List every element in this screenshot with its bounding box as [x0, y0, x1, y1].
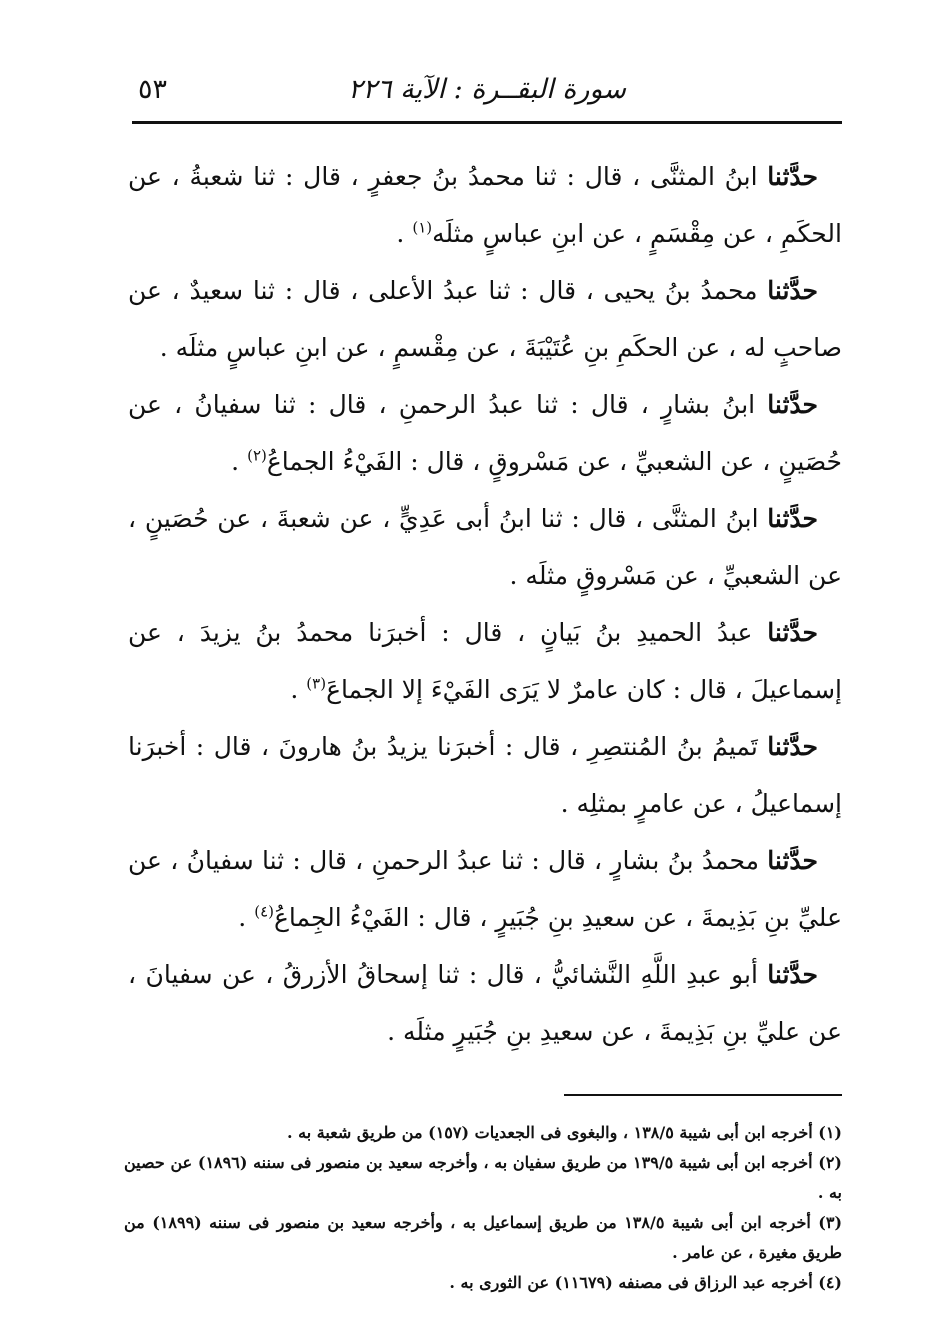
footnote-rule: [564, 1094, 842, 1096]
footnote-marker: (١): [412, 218, 433, 237]
paragraph-end: .: [290, 675, 307, 704]
paragraph-lead-word: حدَّثنا: [767, 504, 818, 533]
paragraph-end: .: [231, 447, 248, 476]
hadith-paragraph: [128, 148, 842, 262]
paragraph-text: عبدُ الحميدِ بنُ بَيانٍ ، قال : أخبرَنا محمدُ بنُ يزيدَ ، عن إسماعيلَ ، قال : كان عامرٌ لا يَرَى الفَيْءَ إلا الجماعَ: [128, 618, 842, 704]
main-text: [128, 148, 842, 1060]
paragraph-text: ابنُ بشارٍ ، قال : ثنا عبدُ الرحمنِ ، قال : ثنا سفيانُ ، عن حُصَينٍ ، عن الشعبيِّ ، عن مَسْروقٍ ، قال : الفَيْءُ الجماعُ: [128, 390, 842, 476]
paragraph-text: أبو عبدِ اللَّهِ النَّشائيُّ ، قال : ثنا إسحاقُ الأزرقُ ، عن سفيانَ ، عن عليِّ بنِ بَذِيمةَ ، عن سعيدِ بنِ جُبَيرٍ مثلَه: [128, 960, 842, 1046]
paragraph-lead-word: حدَّثنا: [767, 276, 818, 305]
hadith-paragraph: [128, 376, 842, 490]
footnote: (٣) أخرجه ابن أبى شيبة ١٣٨/٥ من طريق إسماعيل به ، وأخرجه سعيد بن منصور فى سننه (١٨٩٩) من طريق مغيرة ، عن عامر .: [124, 1213, 843, 1262]
paragraph-end: .: [387, 1017, 403, 1046]
footnote-marker: (٢): [247, 446, 267, 465]
hadith-paragraph: [128, 262, 842, 376]
running-title: سورة البقــرة : الآية ٢٢٦: [348, 74, 626, 105]
paragraph-text: محمدُ بنُ يحيى ، قال : ثنا عبدُ الأعلى ، قال : ثنا سعيدٌ ، عن صاحبٍ له ، عن الحكَمِ بنِ عُتَيْبَةَ ، عن مِقْسمٍ ، عن ابنِ عباسٍ مثلَه: [128, 276, 842, 362]
paragraph-lead-word: حدَّثنا: [767, 732, 818, 761]
paragraph-text: ابنُ المثنَّى ، قال : ثنا محمدُ بنُ جعفرٍ ، قال : ثنا شعبةُ ، عن الحكَمِ ، عن مِقْسَمٍ ، عن ابنِ عباسٍ مثلَه: [128, 162, 842, 248]
paragraph-text: ابنُ المثنَّى ، قال : ثنا ابنُ أبى عَدِيٍّ ، عن شعبةَ ، عن حُصَينٍ ، عن الشعبيِّ ، عن مَسْروقٍ مثلَه: [128, 504, 842, 590]
paragraph-lead-word: حدَّثنا: [767, 390, 818, 419]
footnote: (٤) أخرجه عبد الرزاق فى مصنفه (١١٦٧٩) عن الثورى به .: [449, 1273, 842, 1292]
footnote-marker: (٣): [306, 674, 327, 693]
paragraph-text: محمدُ بنُ بشارٍ ، قال : ثنا عبدُ الرحمنِ ، قال : ثنا سفيانُ ، عن عليِّ بنِ بَذِيمةَ ، عن سعيدِ بنِ جُبَيرٍ ، قال : الفَيْءُ الجِماعُ: [128, 846, 842, 932]
header-rule: [132, 121, 842, 124]
hadith-paragraph: [128, 946, 842, 1060]
running-header: [132, 70, 842, 110]
paragraph-end: .: [560, 789, 577, 818]
footnote-marker: (٤): [254, 902, 274, 921]
paragraph-end: .: [238, 903, 255, 932]
paragraph-lead-word: حدَّثنا: [767, 162, 818, 191]
footnote: (١) أخرجه ابن أبى شيبة ١٣٨/٥ ، والبغوى فى الجعديات (١٥٧) من طريق شعبة به .: [287, 1123, 842, 1142]
paragraph-end: .: [509, 561, 526, 590]
paragraph-text: تَميمُ بنُ المُنتصِرِ ، قال : أخبرَنا يزيدُ بنُ هارونَ ، قال : أخبرَنا إسماعيلُ ، عن عامرٍ بمثلِه: [128, 732, 842, 818]
paragraph-lead-word: حدَّثنا: [767, 618, 818, 647]
footnote: (٢) أخرجه ابن أبى شيبة ١٣٩/٥ من طريق سفيان به ، وأخرجه سعيد بن منصور فى سننه (١٨٩٦) عن حصين به .: [124, 1153, 842, 1202]
footnotes: [124, 1118, 842, 1298]
page-number: ٥٣: [138, 74, 168, 105]
hadith-paragraph: [128, 490, 842, 604]
hadith-paragraph: [128, 604, 842, 718]
hadith-paragraph: [128, 832, 842, 946]
paragraph-end: .: [159, 333, 176, 362]
paragraph-lead-word: حدَّثنا: [767, 960, 818, 989]
paragraph-end: .: [396, 219, 413, 248]
hadith-paragraph: [128, 718, 842, 832]
paragraph-lead-word: حدَّثنا: [767, 846, 818, 875]
